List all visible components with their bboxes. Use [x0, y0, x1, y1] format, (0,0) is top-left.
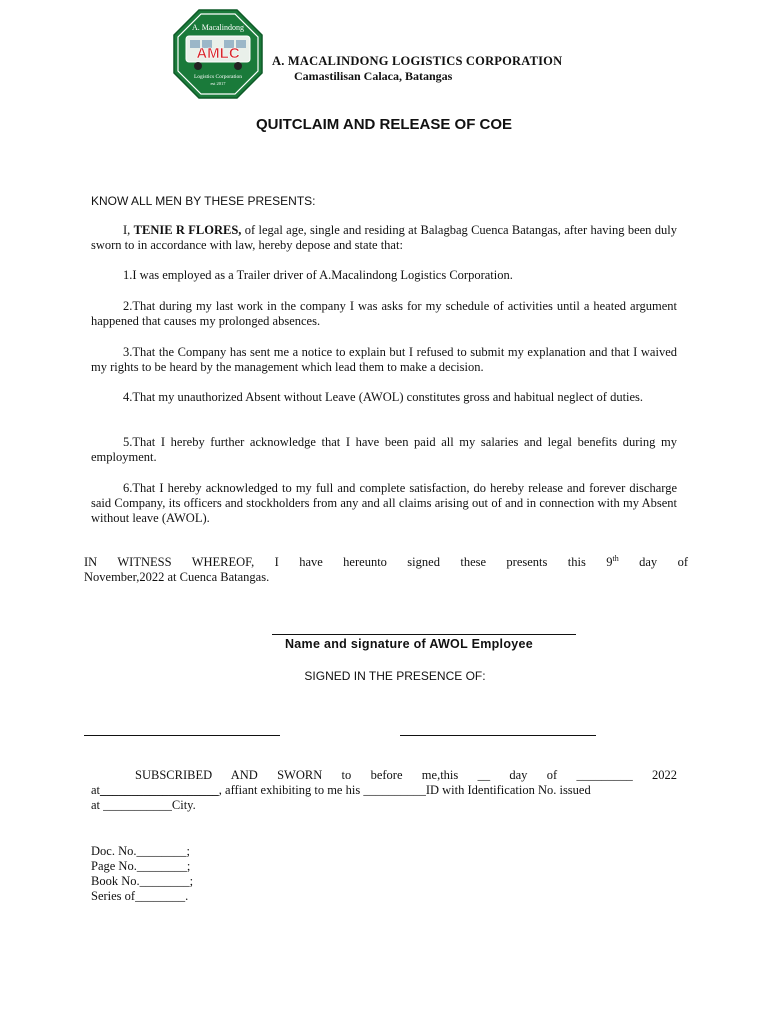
list-item: 4.That my unauthorized Absent without Leave (AWOL) constitutes gross and habitual neglect of duties. [123, 390, 644, 404]
doc-no: Doc. No.________; [91, 844, 190, 858]
company-logo [172, 8, 264, 100]
witness-superscript: th [612, 553, 619, 563]
employee-signature-label: Name and signature of AWOL Employee [284, 637, 534, 651]
company-name: A. MACALINDONG LOGISTICS CORPORATION [272, 54, 563, 68]
presence-label: SIGNED IN THE PRESENCE OF: [304, 669, 486, 683]
jurat-location-blank[interactable]: ___________________ [100, 783, 219, 797]
logo-sub-text: Logistics Corporation [193, 74, 243, 80]
list-item: 1.I was employed as a Trailer driver of A.Macalindong Logistics Corporation. [123, 268, 513, 282]
witness-line-1-text: IN WITNESS WHEREOF, I have hereunto signed these presents this 9 [84, 555, 613, 569]
jurat-line-2-suffix: , affiant exhibiting to me his __________ID with Identification No. issued [218, 783, 591, 797]
company-address: Camastilisan Calaca, Batangas [294, 69, 453, 83]
page-no: Page No.________; [91, 859, 191, 873]
list-item: 5.That I hereby further acknowledge that I have been paid all my salaries and legal benefits during my employment. [91, 435, 677, 464]
jurat-line-2-prefix: at [91, 783, 101, 797]
logo-mark-text: AMLC [196, 45, 240, 62]
jurat-line-3: at ___________City. [91, 798, 196, 812]
salutation: KNOW ALL MEN BY THESE PRESENTS: [91, 194, 316, 208]
jurat-line-2 [91, 783, 591, 797]
intro-prefix: I, [123, 223, 134, 237]
witness-paragraph [84, 555, 688, 585]
witness-line-2: November,2022 at Cuenca Batangas. [84, 570, 270, 584]
list-item: 3.That the Company has sent me a notice to explain but I refused to submit my explanation and that I waived my rights to be heard by the management which lead them to make a decision. [91, 345, 677, 374]
document-title: QUITCLAIM AND RELEASE OF COE [255, 116, 513, 133]
book-no: Book No.________; [91, 874, 194, 888]
jurat-paragraph [91, 768, 677, 813]
jurat-line-1: SUBSCRIBED AND SWORN to before me,this __ day of _________ 2022 [135, 768, 677, 782]
logo-top-text: A. Macalindong [192, 23, 244, 32]
logo-est-text: est 2017 [210, 81, 226, 86]
list-item: 2.That during my last work in the company I was asks for my schedule of activities until a heated argument happened that causes my prolonged absences. [91, 299, 677, 328]
witness-line-1-suffix: day of [618, 555, 688, 569]
employee-name: TENIE R FLORES, [133, 223, 242, 237]
series-of: Series of________. [91, 889, 189, 903]
witness-signature-line-1[interactable] [84, 735, 280, 736]
notarial-block [91, 844, 193, 904]
witness-signature-line-2[interactable] [400, 735, 596, 736]
employee-signature-line[interactable] [272, 634, 576, 635]
intro-paragraph [91, 223, 677, 253]
witness-line-1 [84, 555, 688, 570]
company-logo-graphic [172, 8, 264, 100]
intro-text: of legal age, single and residing at Balagbag Cuenca Batangas, after having been duly sworn to in accordance with law, hereby depose and state that: [91, 223, 677, 252]
list-item: 6.That I hereby acknowledged to my full and complete satisfaction, do hereby release and forever discharge said Company, its officers and stockholders from any and all claims arising out of and in connection with my Absent without leave (AWOL). [91, 481, 677, 525]
